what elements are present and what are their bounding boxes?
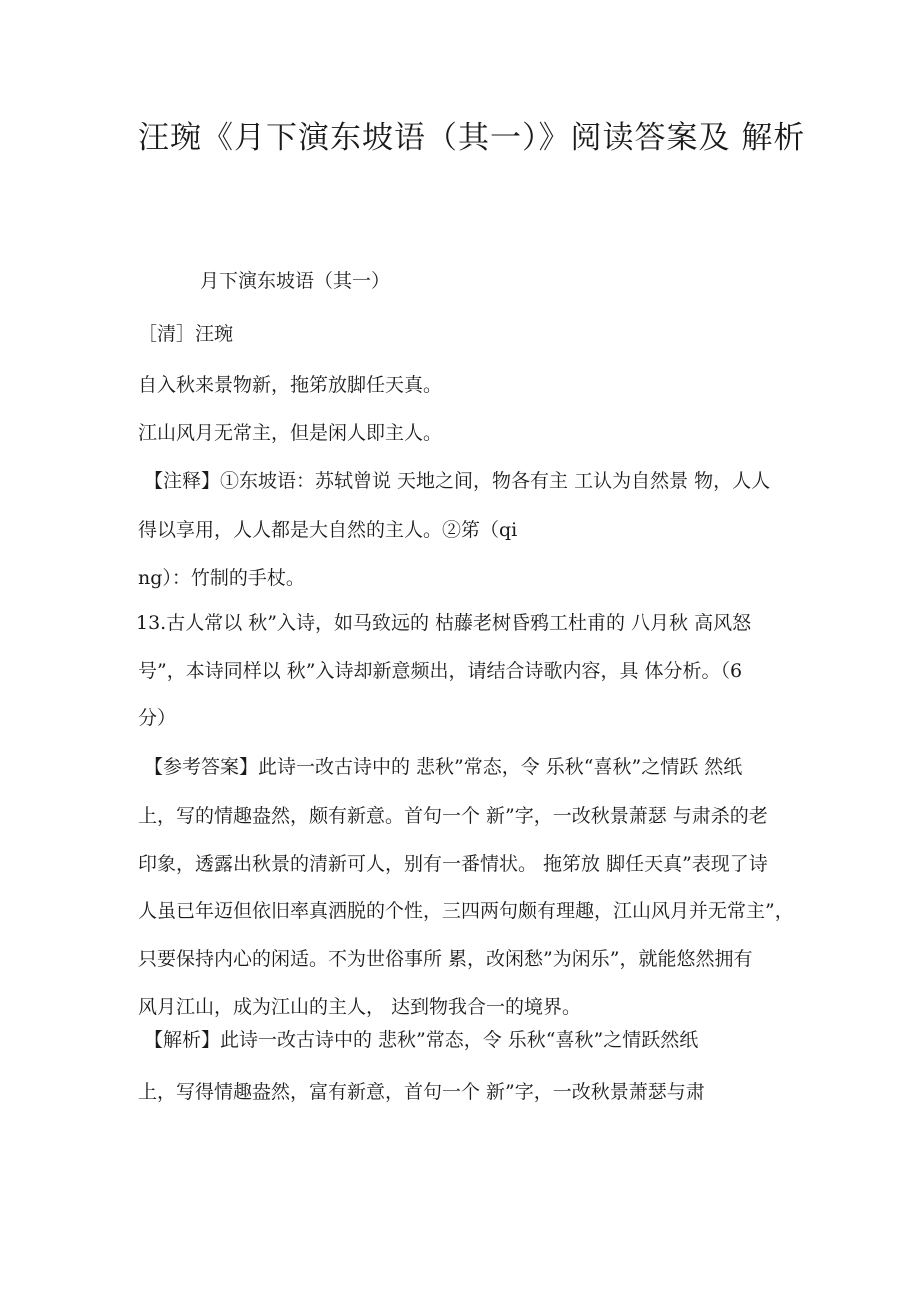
poem-line: 江山风月无常主，但是闲人即主人。 [138, 422, 443, 444]
answer-line: 【参考答案】此诗一改古诗中的 悲秋”常态，令 乐秋“喜秋”之情跃 然纸 [144, 756, 743, 778]
answer-line: 印象，透露出秋景的清新可人，别有一番情状。 拖笫放 脚任天真”表现了诗 [138, 853, 768, 875]
question-line: 号”，本诗同样以 秋”入诗却新意频出，请结合诗歌内容，具 体分析。（6 [138, 660, 743, 682]
answer-line: 风月江山，成为江山的主人， 达到物我合一的境界。 [138, 996, 582, 1018]
answer-line: 只要保持内心的闲适。不为世俗事所 累，改闲愁”为闲乐”，就能悠然拥有 [138, 948, 753, 970]
question-line: 13.古人常以 秋”入诗，如马致远的 枯藤老树昏鸦工杜甫的 八月秋 高风怒 [136, 612, 752, 634]
notes-line: 得以享用，人人都是大自然的主人。②笫（qi [138, 519, 518, 541]
notes-line: 【注释】①东坡语：苏轼曾说 天地之间，物各有主 工认为自然景 物，人人 [144, 470, 771, 492]
poem-line: 自入秋来景物新，拖笫放脚任天真。 [138, 374, 443, 396]
answer-line: 上，写的情趣盎然，颇有新意。首句一个 新”字，一改秋景萧瑟 与肃杀的老 [138, 805, 768, 827]
poem-title: 月下演东坡语（其一） [200, 270, 391, 292]
poem-author: ［清］汪琬 [138, 323, 234, 345]
analysis-line: 上，写得情趣盎然，富有新意，首句一个 新”字，一改秋景萧瑟与肃 [138, 1081, 705, 1103]
question-line: 分） [138, 707, 177, 729]
document-title: 汪琬《月下演东坡语（其一）》阅读答案及 解析 [138, 120, 806, 156]
notes-line: ng）：竹制的手杖。 [138, 567, 305, 589]
answer-line: 人虽已年迈但依旧率真洒脱的个性，三四两句颇有理趣，江山风月并无常主”， [138, 900, 794, 922]
analysis-line: 【解析】此诗一改古诗中的 悲秋”常态，令 乐秋“喜秋”之情跃然纸 [144, 1029, 699, 1051]
